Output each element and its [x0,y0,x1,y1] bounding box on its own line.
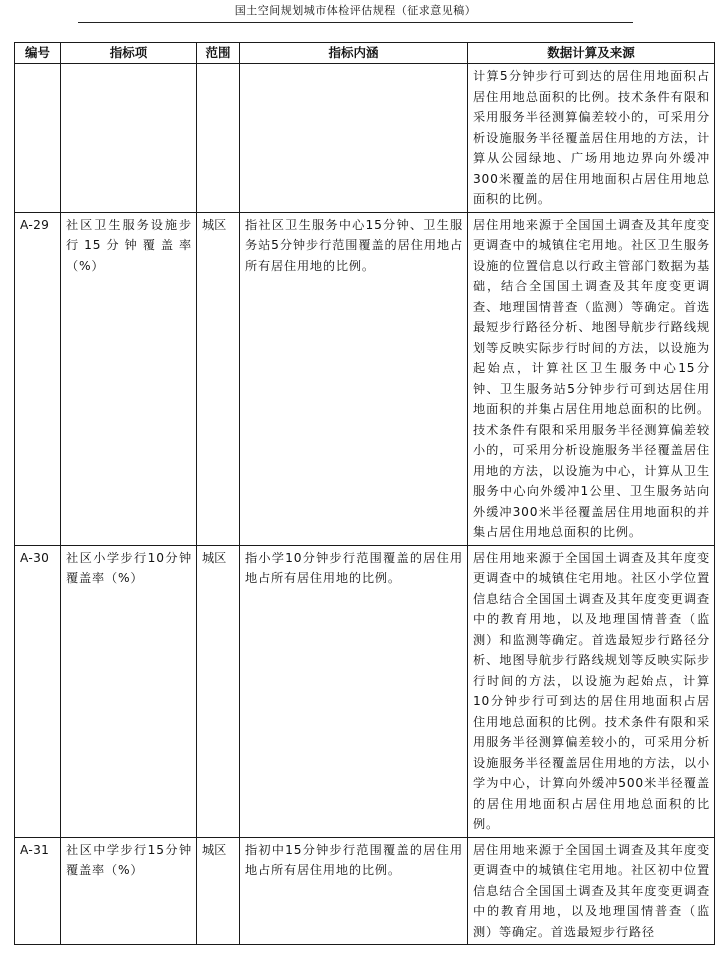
row-scope [197,64,240,213]
column-header-scope: 范围 [197,43,240,64]
row-scope: 城区 [197,212,240,545]
row-code: A-31 [15,837,61,945]
column-header-indicator: 指标项 [61,43,197,64]
row-source: 居住用地来源于全国国土调查及其年度变更调查中的城镇住宅用地。社区小学位置信息结合全国国土调查及其年度变更调查中的教育用地，以及地理国情普查（监测）和监测等确定。首选最短步行路径分析、地图导航步行路线规划等反映实际步行时间的方法，以设施为起始点，计算10分钟步行可到达的居住用地面积占居住用地总面积的比例。技术条件有限和采用服务半径测算偏差较小的，可采用分析设施服务半径覆盖居住用地的方法，以小学为中心，计算向外缓冲500米半径覆盖的居住用地面积占居住用地总面积的比例。 [468,545,715,837]
row-code [15,64,61,213]
row-source: 居住用地来源于全国国土调查及其年度变更调查中的城镇住宅用地。社区卫生服务设施的位置信息以行政主管部门数据为基础，结合全国国土调查及其年度变更调查、地理国情普查（监测）等确定。首选最短步行路径分析、地图导航步行路线规划等反映实际步行时间的方法，以设施为起始点，计算社区卫生服务中心15分钟、卫生服务站5分钟步行可到达居住用地面积的并集占居住用地总面积的比例。技术条件有限和采用服务半径测算偏差较小的，可采用分析设施服务半径覆盖居住用地的方法，以设施为中心，计算从卫生服务中心向外缓冲1公里、卫生服务站向外缓冲300米半径覆盖居住用地面积的并集占居住用地总面积的比例。 [468,212,715,545]
row-code: A-29 [15,212,61,545]
column-header-code: 编号 [15,43,61,64]
row-indicator-name [61,64,197,213]
table-row [15,212,715,545]
row-meaning [240,64,468,213]
row-indicator-name: 社区小学步行10分钟覆盖率（%） [61,545,197,837]
row-scope: 城区 [197,837,240,945]
row-meaning: 指小学10分钟步行范围覆盖的居住用地占所有居住用地的比例。 [240,545,468,837]
column-header-source: 数据计算及来源 [468,43,715,64]
table-row [15,837,715,945]
table-row [15,64,715,213]
page-header: 国土空间规划城市体检评估规程（征求意见稿） [78,0,633,23]
row-indicator-name: 社区卫生服务设施步行15分钟覆盖率（%） [61,212,197,545]
row-code: A-30 [15,545,61,837]
indicator-table [14,42,715,945]
table-row [15,545,715,837]
row-meaning: 指社区卫生服务中心15分钟、卫生服务站5分钟步行范围覆盖的居住用地占所有居住用地的比例。 [240,212,468,545]
row-source: 计算5分钟步行可到达的居住用地面积占居住用地总面积的比例。技术条件有限和采用服务半径测算偏差较小的，可采用分析设施服务半径覆盖居住用地的方法，计算从公园绿地、广场用地边界向外缓冲300米覆盖的居住用地面积占居住用地总面积的比例。 [468,64,715,213]
row-scope: 城区 [197,545,240,837]
row-indicator-name: 社区中学步行15分钟覆盖率（%） [61,837,197,945]
row-meaning: 指初中15分钟步行范围覆盖的居住用地占所有居住用地的比例。 [240,837,468,945]
column-header-meaning: 指标内涵 [240,43,468,64]
row-source: 居住用地来源于全国国土调查及其年度变更调查中的城镇住宅用地。社区初中位置信息结合全国国土调查及其年度变更调查中的教育用地，以及地理国情普查（监测）等确定。首选最短步行路径 [468,837,715,945]
table-header-row [15,43,715,64]
